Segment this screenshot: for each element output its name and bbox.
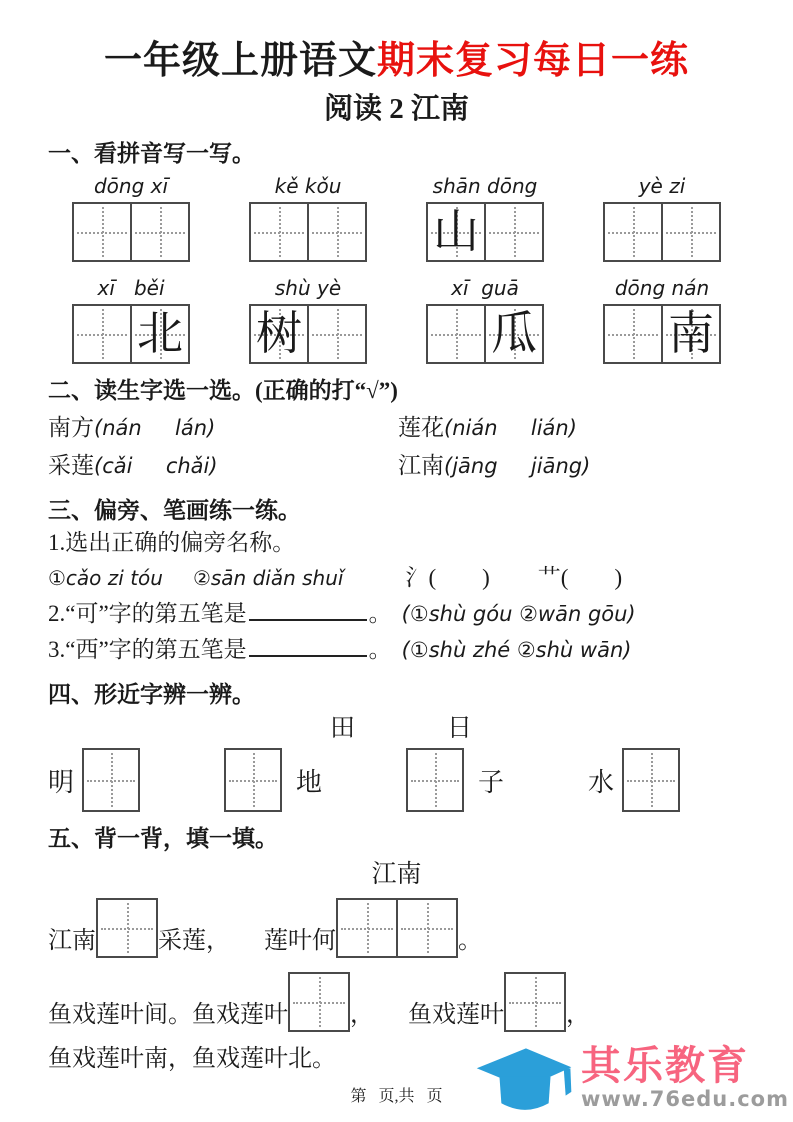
fill-grid — [504, 972, 566, 1032]
written-char — [309, 204, 365, 260]
writing-cell — [661, 304, 721, 364]
choice-options: (jāng jiāng) — [444, 454, 591, 479]
writing-cell — [426, 304, 486, 364]
given-char: 地 — [296, 767, 323, 797]
question3-options: (①shù zhé ②shù wān) — [401, 638, 632, 663]
writing-cell — [396, 898, 458, 958]
poem-text: ， — [566, 1001, 590, 1028]
question2-period: 。 — [368, 601, 392, 627]
choice-options: (nián lián) — [444, 416, 577, 441]
writing-cell — [484, 202, 544, 262]
written-char — [605, 306, 661, 362]
page-subtitle: 阅读 2 江南 — [323, 92, 469, 125]
section2-heading: 二、读生字选一选。(正确的打“√”) — [48, 378, 398, 404]
radical-grass: 艹( ) — [537, 565, 623, 591]
fill-grid — [288, 972, 350, 1032]
worksheet-content — [0, 38, 793, 1076]
pinyin-label: kě kǒu — [274, 174, 342, 199]
similar-characters-row — [48, 748, 745, 812]
pinyin-label: shù yè — [274, 276, 342, 301]
written-char — [486, 204, 542, 260]
writing-cell — [603, 304, 663, 364]
section3-heading: 三、偏旁、笔画练一练。 — [48, 498, 301, 524]
writing-cell — [288, 972, 350, 1032]
fill-group — [588, 748, 680, 812]
question2-options: (①shù góu ②wān gōu) — [401, 602, 636, 627]
writing-grid — [603, 304, 721, 364]
writing-grid — [82, 748, 140, 812]
writing-cell — [130, 304, 190, 364]
writing-cell — [130, 202, 190, 262]
written-char: 山 — [433, 206, 479, 258]
writing-grid — [249, 202, 367, 262]
writing-cell — [72, 304, 132, 364]
fill-group — [48, 748, 140, 812]
choose-pinyin-exercise — [48, 410, 745, 484]
poem-title: 江南 — [371, 860, 422, 888]
writing-grid — [622, 748, 680, 812]
pinyin-label: xī běi — [97, 276, 165, 301]
radical-water: 氵( ) — [405, 565, 490, 591]
given-char: 子 — [478, 767, 505, 797]
pinyin-group — [427, 276, 543, 364]
question2-text: 2.“可”字的第五笔是 — [48, 601, 247, 627]
fill-group — [406, 748, 504, 812]
poem-line-3: 鱼戏莲叶南，鱼戏莲叶北。 — [48, 1045, 336, 1072]
choice-options: (nán lán) — [94, 416, 216, 441]
fill-grid — [96, 898, 158, 958]
pinyin-group — [604, 174, 720, 262]
written-char: 南 — [668, 308, 714, 360]
written-char: 瓜 — [491, 308, 537, 360]
writing-cell — [661, 202, 721, 262]
page-title — [48, 38, 745, 86]
pinyin-group — [250, 276, 366, 364]
pinyin-group — [73, 174, 189, 262]
written-char: 树 — [256, 308, 302, 360]
writing-cell — [249, 304, 309, 364]
reference-char-tian: 田 — [330, 715, 356, 743]
question3-line — [48, 632, 745, 668]
writing-grid — [72, 304, 190, 364]
poem-text: 江南 — [48, 927, 96, 954]
writing-cell — [249, 202, 309, 262]
written-char — [428, 306, 484, 362]
reference-characters — [48, 714, 745, 744]
written-char — [605, 204, 661, 260]
writing-cell — [426, 202, 486, 262]
graduation-cap-icon — [473, 1040, 577, 1122]
pinyin-label: dōng xī — [93, 174, 169, 199]
poem-text: 采莲， — [158, 927, 230, 954]
writing-cell — [484, 304, 544, 364]
choice-options: (cǎi chǎi) — [94, 454, 218, 479]
choice-item — [48, 448, 398, 484]
writing-grid — [72, 202, 190, 262]
choice-item — [398, 410, 745, 446]
choice-word: 莲花 — [398, 415, 444, 441]
pinyin-label: xī guā — [451, 276, 519, 301]
pinyin-row-1 — [73, 174, 720, 262]
brand-name: 其乐教育 — [580, 1044, 749, 1088]
poem-text: 鱼戏莲叶 — [408, 1001, 504, 1028]
writing-grid — [406, 748, 464, 812]
given-char: 明 — [48, 767, 75, 797]
choice-word: 采莲 — [48, 453, 94, 479]
section4-heading: 四、形近字辨一辨。 — [48, 682, 255, 708]
poem-text: 鱼戏莲叶间。鱼戏莲叶 — [48, 1001, 288, 1028]
pinyin-group — [604, 276, 720, 364]
writing-cell — [224, 748, 282, 812]
written-char — [251, 204, 307, 260]
choice-item — [48, 410, 398, 446]
writing-grid — [224, 748, 282, 812]
choice-word: 江南 — [398, 453, 444, 479]
pinyin-label: yè zi — [638, 174, 686, 199]
question3-period: 。 — [368, 637, 392, 663]
reference-char-ri: 日 — [447, 715, 473, 743]
question2-line — [48, 596, 745, 632]
page-title-red: 期末复习每日一练 — [377, 40, 690, 82]
answer-blank — [249, 632, 367, 657]
written-char — [74, 204, 130, 260]
pinyin-group — [427, 174, 543, 262]
given-char: 水 — [588, 767, 615, 797]
question3-text: 3.“西”字的第五笔是 — [48, 637, 247, 663]
question1-options-line — [48, 560, 745, 596]
fill-group — [224, 748, 322, 812]
pinyin-group — [73, 276, 189, 364]
choice-word: 南方 — [48, 415, 94, 441]
pinyin-label: dōng nán — [614, 276, 710, 301]
writing-grid — [426, 202, 544, 262]
written-char: 北 — [137, 308, 183, 360]
written-char — [74, 306, 130, 362]
poem-line-1 — [48, 898, 745, 958]
section1-heading: 一、看拼音写一写。 — [48, 140, 255, 166]
writing-cell — [72, 202, 132, 262]
pinyin-label: shān dōng — [432, 174, 538, 199]
writing-cell — [622, 748, 680, 812]
page-number-footer: 第 页,共 页 — [350, 1088, 443, 1105]
writing-cell — [307, 304, 367, 364]
writing-cell — [406, 748, 464, 812]
poem-text: ， — [350, 1001, 374, 1028]
section5-heading: 五、背一背，填一填。 — [48, 826, 278, 852]
writing-grid — [426, 304, 544, 364]
writing-cell — [603, 202, 663, 262]
writing-cell — [82, 748, 140, 812]
poem-text: 。 — [458, 927, 482, 954]
written-char — [309, 306, 365, 362]
answer-blank — [249, 596, 367, 621]
written-char — [132, 204, 188, 260]
written-char — [663, 204, 719, 260]
pinyin-row-2 — [73, 276, 720, 364]
page-title-black: 一年级上册语文 — [103, 40, 377, 82]
writing-cell — [96, 898, 158, 958]
poem-line-2 — [48, 972, 745, 1032]
poem-text: 莲叶何 — [264, 927, 336, 954]
brand-url: www.76edu.com — [580, 1087, 789, 1111]
choice-item — [398, 448, 745, 484]
brand-text-block — [581, 1045, 789, 1117]
pinyin-group — [250, 174, 366, 262]
writing-cell — [504, 972, 566, 1032]
radical-option-1: ①cǎo zi tóu — [48, 566, 163, 591]
fill-grid — [336, 898, 458, 958]
brand-logo — [473, 1040, 789, 1122]
writing-grid — [603, 202, 721, 262]
question1-text: 1.选出正确的偏旁名称。 — [48, 530, 296, 556]
writing-cell — [336, 898, 398, 958]
radical-option-2: ②sān diǎn shuǐ — [192, 566, 344, 591]
writing-cell — [307, 202, 367, 262]
writing-grid — [249, 304, 367, 364]
